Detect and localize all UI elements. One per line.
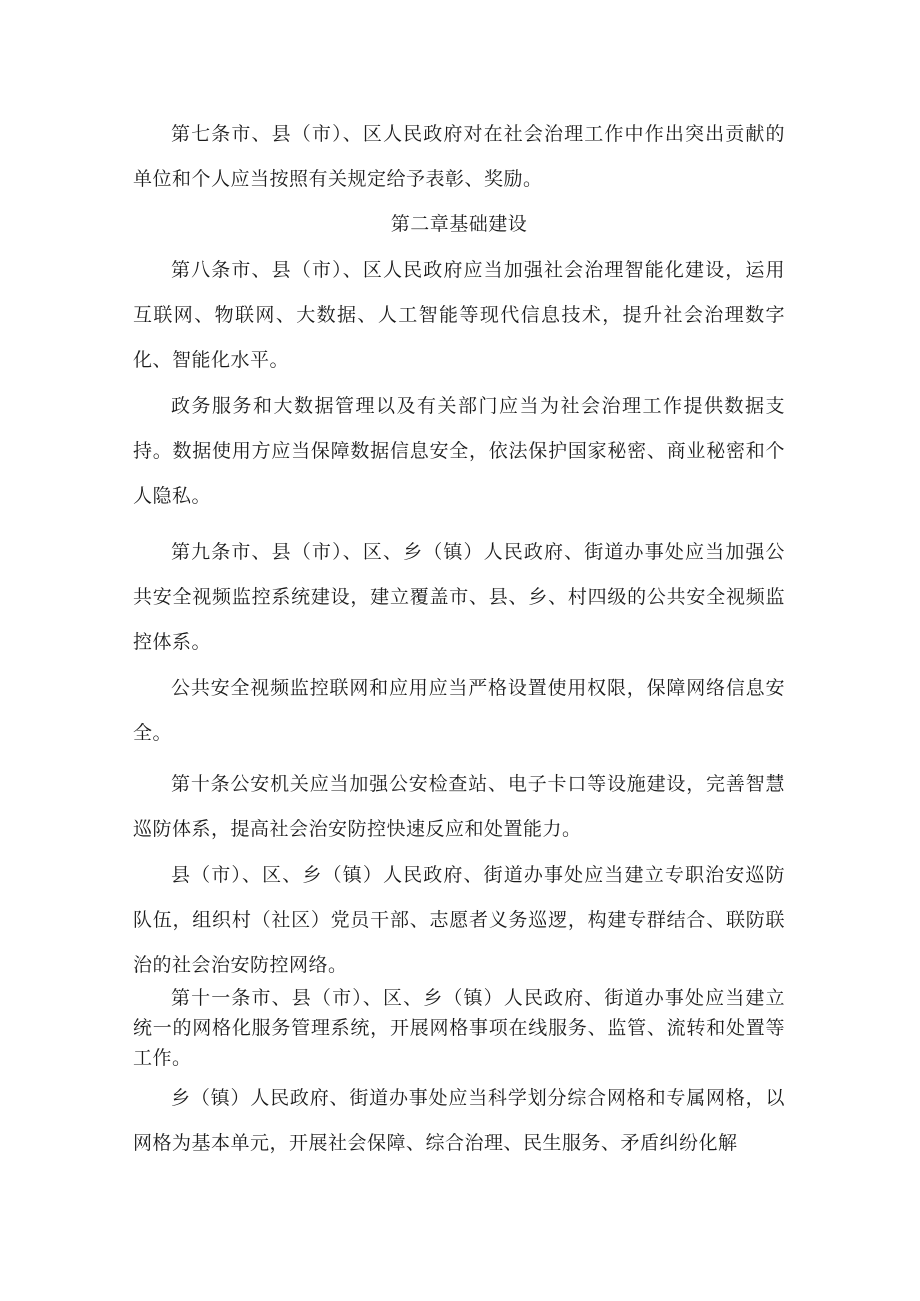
paragraph-article-11-2: 乡（镇）人民政府、街道办事处应当科学划分综合网格和专属网格，以网格为基本单元，开展社会保障、综合治理、民生服务、矛盾纠纷化解 <box>133 1087 785 1154</box>
paragraph-article-9-2: 公共安全视频监控联网和应用应当严格设置使用权限，保障网络信息安全。 <box>133 677 785 744</box>
paragraph-article-10-2: 县（市）、区、乡（镇）人民政府、街道办事处应当建立专职治安巡防队伍，组织村（社区）党员干部、志愿者义务巡逻，构建专群结合、联防联治的社会治安防控网络。 <box>133 864 785 976</box>
paragraph-article-11-1: 第十一条市、县（市）、区、乡（镇）人民政府、街道办事处应当建立统一的网格化服务管理系统，开展网格事项在线服务、监管、流转和处置等工作。 <box>133 987 785 1069</box>
paragraph-article-10-1: 第十条公安机关应当加强公安检查站、电子卡口等设施建设，完善智慧巡防体系，提高社会治安防控快速反应和处置能力。 <box>133 773 785 840</box>
chapter-heading: 第二章基础建设 <box>390 213 528 235</box>
paragraph-article-9-1: 第九条市、县（市）、区、乡（镇）人民政府、街道办事处应当加强公共安全视频监控系统建设，建立覆盖市、县、乡、村四级的公共安全视频监控体系。 <box>133 541 785 653</box>
paragraph-article-8-1: 第八条市、县（市）、区人民政府应当加强社会治理智能化建设，运用互联网、物联网、大数据、人工智能等现代信息技术，提升社会治理数字化、智能化水平。 <box>133 259 785 371</box>
paragraph-article-8-2: 政务服务和大数据管理以及有关部门应当为社会治理工作提供数据支持。数据使用方应当保障数据信息安全，依法保护国家秘密、商业秘密和个人隐私。 <box>133 395 785 507</box>
paragraph-article-7: 第七条市、县（市）、区人民政府对在社会治理工作中作出突出贡献的单位和个人应当按照有关规定给予表彰、奖励。 <box>133 123 785 190</box>
